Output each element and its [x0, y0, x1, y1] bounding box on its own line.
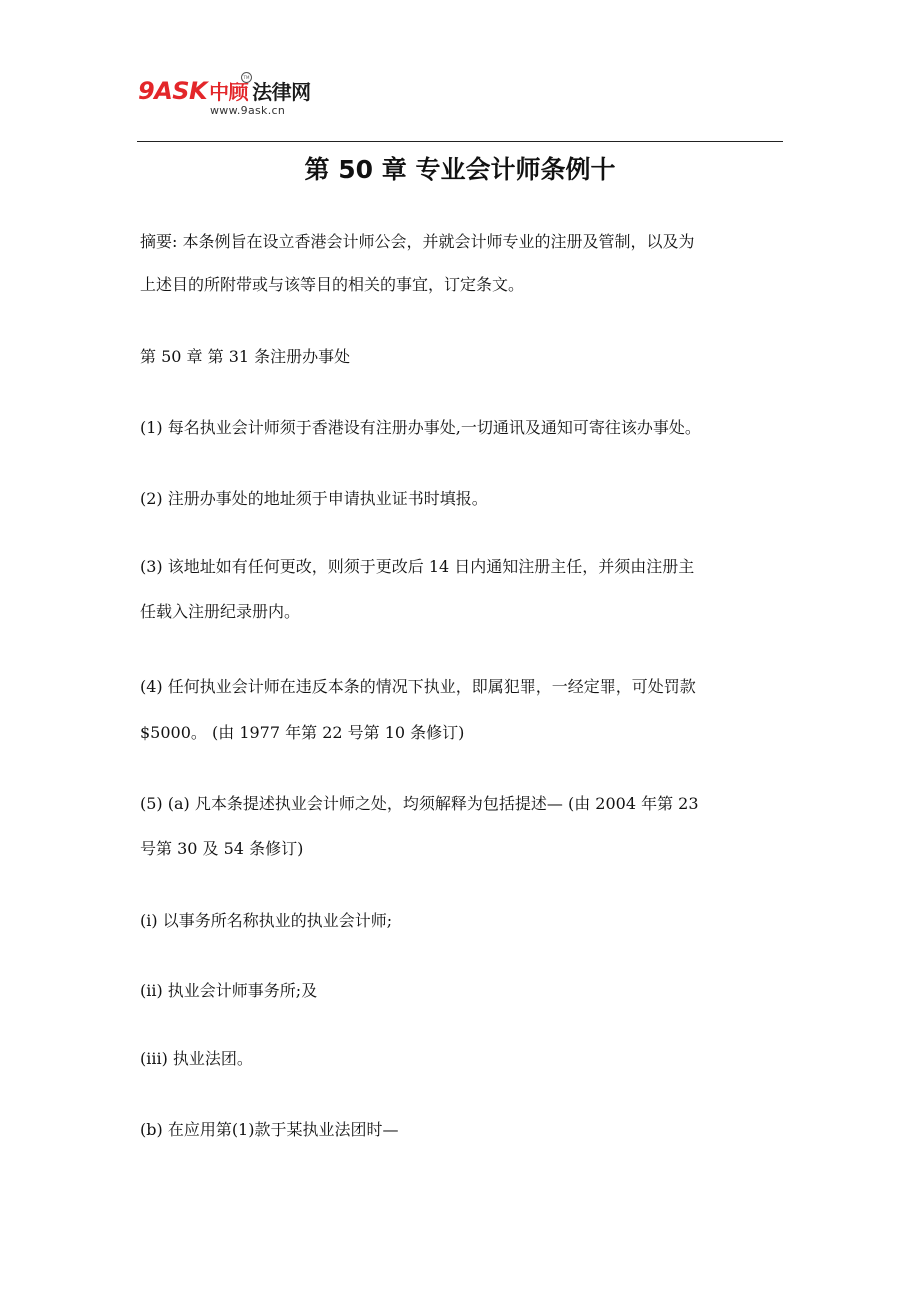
clause-5a-line-1: (5) (a) 凡本条提述执业会计师之处，均须解释为包括提述— (由 2004 年第 23 — [140, 794, 699, 813]
abstract-line-2: 上述目的所附带或与该等目的相关的事宜，订定条文。 — [140, 275, 525, 294]
trademark-icon: TM — [241, 72, 252, 83]
document-title: 第 50 章 专业会计师条例十 — [304, 155, 616, 184]
clause-5b: (b) 在应用第(1)款于某执业法团时— — [140, 1120, 399, 1139]
logo-brand: 9ASK — [138, 77, 208, 105]
logo-wordmark — [138, 76, 311, 105]
clause-1: (1) 每名执业会计师须于香港设有注册办事处,一切通讯及通知可寄往该办事处。 — [140, 418, 701, 437]
subclause-iii: (iii) 执业法团。 — [140, 1049, 253, 1068]
site-logo — [138, 76, 358, 124]
subclause-ii: (ii) 执业会计师事务所;及 — [140, 981, 318, 1000]
clause-4-line-2: $5000。 (由 1977 年第 22 号第 10 条修订) — [140, 723, 465, 742]
clause-3-line-2: 任载入注册纪录册内。 — [140, 602, 301, 621]
clause-4-line-1: (4) 任何执业会计师在违反本条的情况下执业，即属犯罪，一经定罪，可处罚款 — [140, 677, 696, 696]
clause-3-line-1: (3) 该地址如有任何更改，则须于更改后 14 日内通知注册主任，并须由注册主 — [140, 557, 695, 576]
clause-2: (2) 注册办事处的地址须于申请执业证书时填报。 — [140, 489, 488, 508]
logo-cn-part2: 法律网 — [252, 80, 311, 104]
clause-5a-line-2: 号第 30 及 54 条修订) — [140, 839, 304, 858]
logo-url: www.9ask.cn — [210, 104, 286, 117]
subclause-i: (i) 以事务所名称执业的执业会计师; — [140, 911, 393, 930]
abstract-line-1: 摘要: 本条例旨在设立香港会计师公会，并就会计师专业的注册及管制，以及为 — [140, 232, 695, 251]
logo-cn-part1: 中顾 — [209, 80, 249, 104]
section-heading: 第 50 章 第 31 条注册办事处 — [140, 347, 351, 366]
header-divider — [137, 141, 783, 142]
